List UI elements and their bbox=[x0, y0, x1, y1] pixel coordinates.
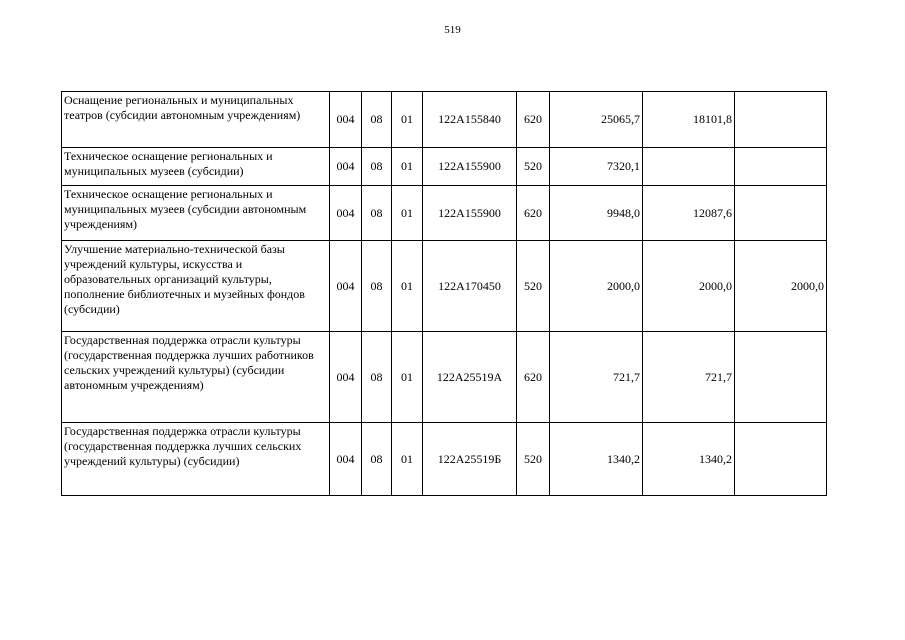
amount-2-cell: 2000,0 bbox=[643, 241, 735, 332]
table-row bbox=[62, 186, 827, 241]
section-cell: 08 bbox=[362, 241, 392, 332]
amount-1-cell: 25065,7 bbox=[550, 92, 643, 148]
amount-3-cell bbox=[735, 332, 827, 423]
amount-3-cell bbox=[735, 92, 827, 148]
amount-2-cell: 721,7 bbox=[643, 332, 735, 423]
target-article-cell: 122A25519Б bbox=[423, 423, 517, 496]
amount-2-cell: 12087,6 bbox=[643, 186, 735, 241]
amount-3-cell bbox=[735, 186, 827, 241]
target-article-cell: 122A155840 bbox=[423, 92, 517, 148]
expense-type-cell: 520 bbox=[517, 423, 550, 496]
ved-cell: 004 bbox=[330, 186, 362, 241]
amount-1-cell: 1340,2 bbox=[550, 423, 643, 496]
subsection-cell: 01 bbox=[392, 92, 423, 148]
row-name-cell: Улучшение материально-технической базы учреждений культуры, искусства и образовательных организаций культуры, пополнение библиотечных и музейных фондов (субсидии) bbox=[62, 241, 330, 332]
ved-cell: 004 bbox=[330, 148, 362, 186]
budget-table bbox=[61, 91, 827, 496]
table-row bbox=[62, 148, 827, 186]
amount-3-cell bbox=[735, 148, 827, 186]
subsection-cell: 01 bbox=[392, 186, 423, 241]
amount-2-cell: 1340,2 bbox=[643, 423, 735, 496]
expense-type-cell: 520 bbox=[517, 241, 550, 332]
amount-1-cell: 721,7 bbox=[550, 332, 643, 423]
amount-2-cell: 18101,8 bbox=[643, 92, 735, 148]
row-name-cell: Государственная поддержка отрасли культуры (государственная поддержка лучших работников сельских учреждений культуры) (субсидии автономным учреждениям) bbox=[62, 332, 330, 423]
ved-cell: 004 bbox=[330, 92, 362, 148]
row-name-cell: Техническое оснащение региональных и муниципальных музеев (субсидии) bbox=[62, 148, 330, 186]
section-cell: 08 bbox=[362, 92, 392, 148]
section-cell: 08 bbox=[362, 423, 392, 496]
amount-1-cell: 9948,0 bbox=[550, 186, 643, 241]
subsection-cell: 01 bbox=[392, 332, 423, 423]
target-article-cell: 122A25519А bbox=[423, 332, 517, 423]
expense-type-cell: 620 bbox=[517, 332, 550, 423]
section-cell: 08 bbox=[362, 148, 392, 186]
target-article-cell: 122A155900 bbox=[423, 186, 517, 241]
table-row bbox=[62, 92, 827, 148]
target-article-cell: 122A155900 bbox=[423, 148, 517, 186]
expense-type-cell: 620 bbox=[517, 186, 550, 241]
section-cell: 08 bbox=[362, 332, 392, 423]
section-cell: 08 bbox=[362, 186, 392, 241]
amount-1-cell: 2000,0 bbox=[550, 241, 643, 332]
row-name-cell: Техническое оснащение региональных и муниципальных музеев (субсидии автономным учреждениям) bbox=[62, 186, 330, 241]
ved-cell: 004 bbox=[330, 241, 362, 332]
amount-3-cell bbox=[735, 423, 827, 496]
target-article-cell: 122A170450 bbox=[423, 241, 517, 332]
ved-cell: 004 bbox=[330, 423, 362, 496]
row-name-cell: Оснащение региональных и муниципальных театров (субсидии автономным учреждениям) bbox=[62, 92, 330, 148]
amount-2-cell bbox=[643, 148, 735, 186]
amount-1-cell: 7320,1 bbox=[550, 148, 643, 186]
expense-type-cell: 520 bbox=[517, 148, 550, 186]
row-name-cell: Государственная поддержка отрасли культуры (государственная поддержка лучших сельских учреждений культуры) (субсидии) bbox=[62, 423, 330, 496]
table-row bbox=[62, 423, 827, 496]
ved-cell: 004 bbox=[330, 332, 362, 423]
page-number: 519 bbox=[444, 24, 461, 36]
expense-type-cell: 620 bbox=[517, 92, 550, 148]
subsection-cell: 01 bbox=[392, 241, 423, 332]
subsection-cell: 01 bbox=[392, 423, 423, 496]
table-row bbox=[62, 241, 827, 332]
subsection-cell: 01 bbox=[392, 148, 423, 186]
amount-3-cell: 2000,0 bbox=[735, 241, 827, 332]
table-row bbox=[62, 332, 827, 423]
